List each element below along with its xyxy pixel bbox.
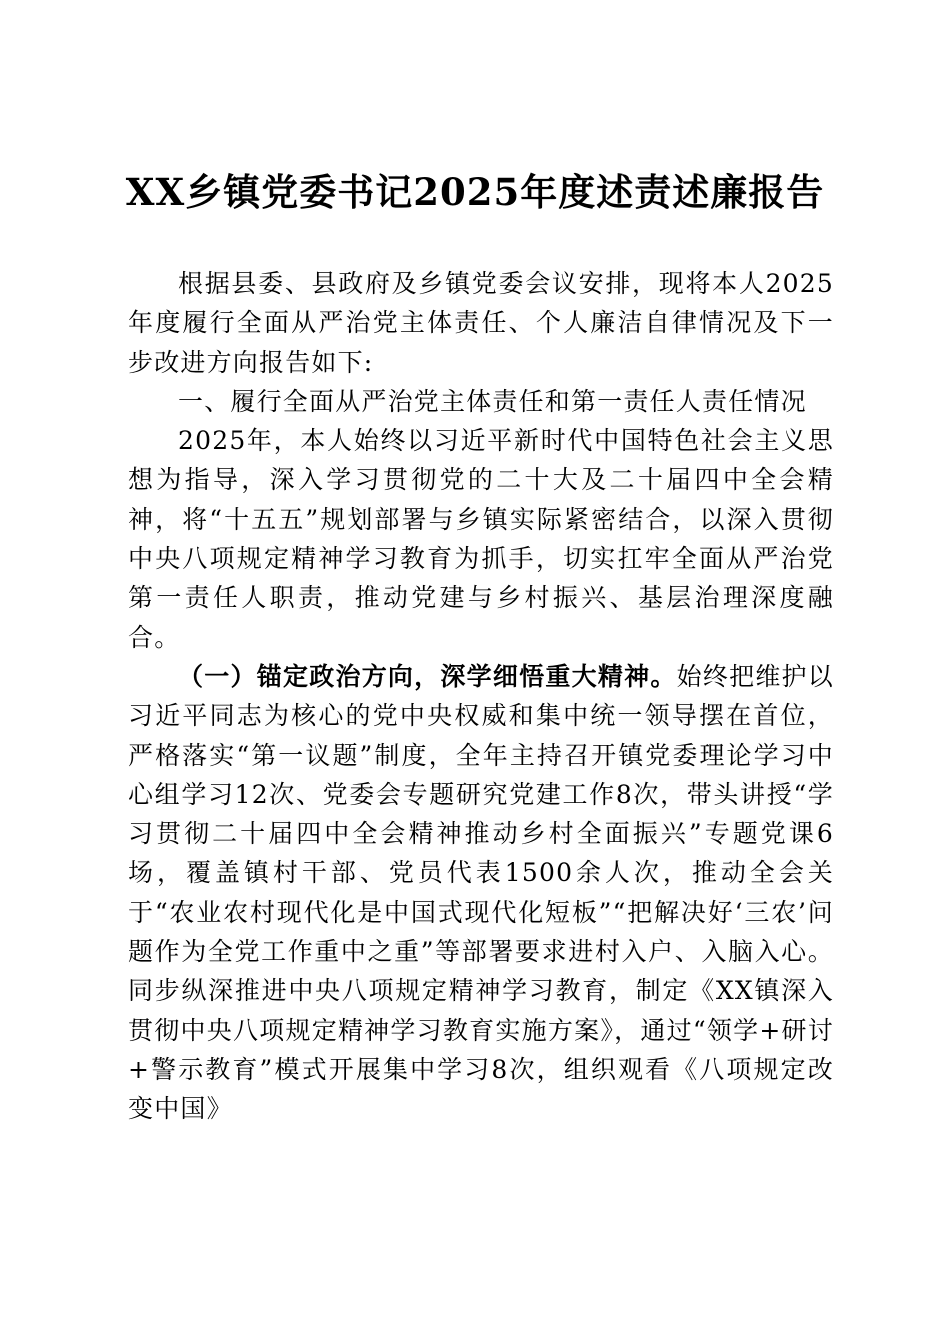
subsection-1-heading: （一）锚定政治方向，深学细悟重大精神。: [178, 661, 677, 691]
intro-paragraph: 根据县委、县政府及乡镇党委会议安排，现将本人2025年度履行全面从严治党主体责任、个人廉洁自律情况及下一步改进方向报告如下:: [128, 269, 834, 377]
subsection-1-body: 始终把维护以习近平同志为核心的党中央权威和集中统一领导摆在首位，严格落实“第一议题”制度，全年主持召开镇党委理论学习中心组学习12次、党委会专题研究党建工作8次，带头讲授“学习贯彻二十届四中全会精神推动乡村全面振兴”专题党课6场，覆盖镇村干部、党员代表1500余人次，推动全会关于“农业农村现代化是中国式现代化短板”“把解决好‘三农’问题作为全党工作重中之重”等部署要求进村入户、入脑入心。同步纵深推进中央八项规定精神学习教育，制定《XX镇深入贯彻中央八项规定精神学习教育实施方案》，通过“领学+研讨+警示教育”模式开展集中学习8次，组织观看《八项规定改变中国》: [128, 661, 834, 1124]
section-1-heading: 一、履行全面从严治党主体责任和第一责任人责任情况: [178, 386, 807, 416]
document-body: [128, 264, 834, 1129]
document-title: XX乡镇党委书记2025年度述责述廉报告: [125, 170, 825, 214]
subsection-1-paragraph: [128, 657, 834, 1129]
section-1-paragraph: 2025年，本人始终以习近平新时代中国特色社会主义思想为指导，深入学习贯彻党的二十大及二十届四中全会精神，将“十五五”规划部署与乡镇实际紧密结合，以深入贯彻中央八项规定精神学习教育为抓手，切实扛牢全面从严治党第一责任人职责，推动党建与乡村振兴、基层治理深度融合。: [128, 426, 834, 652]
